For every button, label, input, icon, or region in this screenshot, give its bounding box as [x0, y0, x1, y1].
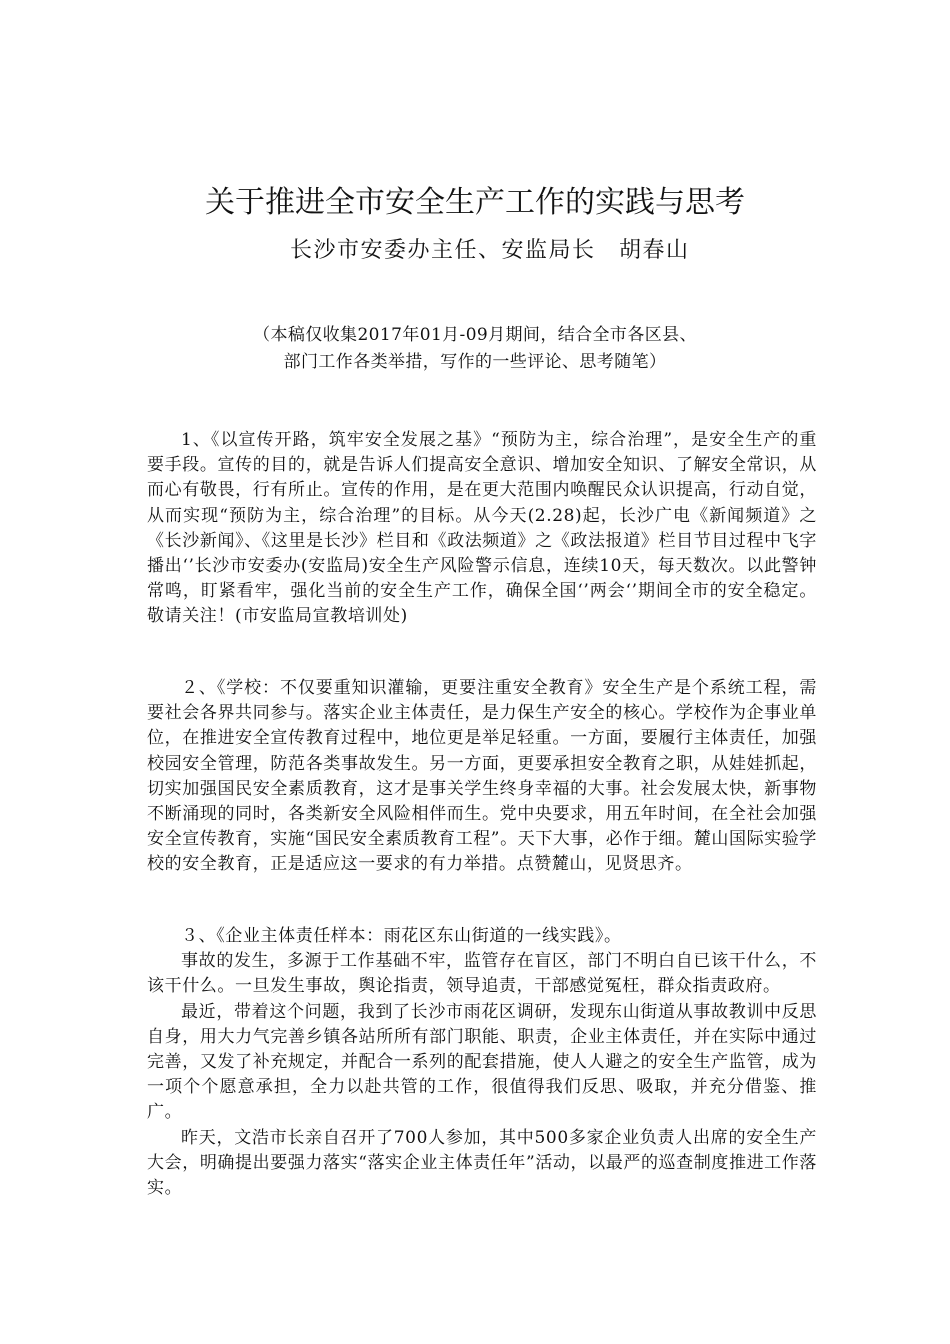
editor-note-line-1: （本稿仅收集2017年01月-09月期间，结合全市各区县、: [253, 325, 697, 345]
section-1-paragraph: 1、《以宣传开路，筑牢安全发展之基》“预防为主，综合治理”，是安全生产的重要手段。宣传的目的，就是告诉人们提高安全意识、增加安全知识、了解安全常识，从而心有敬畏，行有所止。宣传的作用，是在更大范围内唤醒民众认识提高，行动自觉，从而实现“预防为主，综合治理”的目标。从今天(2.28)起，长沙广电《新闻频道》之《长沙新闻》、《这里是长沙》栏目和《政法频道》之《政法报道》栏目节目过程中飞字播出‘’长沙市安委办(安监局)安全生产风险警示信息，连续10天，每天数次。以此警钟常鸣，盯紧看牢，强化当前的安全生产工作，确保全国‘’两会‘’期间全市的安全稳定。敬请关注！(市安监局宣教培训处): [147, 430, 817, 627]
section-2: [147, 676, 817, 878]
section-3-heading: ３、《企业主体责任样本：雨花区东山街道的一线实践》。: [181, 926, 622, 946]
section-1: [147, 428, 817, 630]
document-title: 关于推进全市安全生产工作的实践与思考: [205, 185, 745, 220]
section-3-paragraph-1: 事故的发生，多源于工作基础不牢，监管存在盲区，部门不明白自已该干什么，不该干什么。一旦发生事故，舆论指责，领导追责，干部感觉冤枉，群众指责政府。: [147, 951, 817, 997]
section-3-paragraph-3: 昨天，文浩市长亲自召开了700人参加，其中500多家企业负责人出席的安全生产大会，明确提出要强力落实“落实企业主体责任年”活动，以最严的巡查制度推进工作落实。: [147, 1127, 817, 1199]
section-3: [147, 924, 817, 1201]
section-2-paragraph: ２、《学校：不仅要重知识灌输，更要注重安全教育》安全生产是个系统工程，需要社会各界共同参与。落实企业主体责任，是力保生产安全的核心。学校作为企事业单位，在推进安全宣传教育过程中，地位更是举足轻重。一方面，要履行主体责任，加强校园安全管理，防范各类事故发生。另一方面，更要承担安全教育之职，从娃娃抓起，切实加强国民安全素质教育，这才是事关学生终身幸福的大事。社会发展太快，新事物不断涌现的同时，各类新安全风险相伴而生。党中央要求，用五年时间，在全社会加强安全宣传教育，实施“国民安全素质教育工程”。天下大事，必作于细。麓山国际实验学校的安全教育，正是适应这一要求的有力举措。点赞麓山，见贤思齐。: [147, 678, 817, 875]
author-line: 长沙市安委办主任、安监局长 胡春山: [290, 238, 690, 263]
editor-note-line-2: 部门工作各类举措，写作的一些评论、思考随笔）: [283, 352, 667, 372]
section-3-paragraph-2: 最近，带着这个问题，我到了长沙市雨花区调研，发现东山街道从事故教训中反思自身，用大力气完善乡镇各站所所有部门职能、职责，企业主体责任，并在实际中通过完善，又发了补充规定，并配合一系列的配套措施，使人人避之的安全生产监管，成为一项个个愿意承担，全力以赴共管的工作，很值得我们反思、吸取，并充分借鉴、推广。: [147, 1001, 817, 1123]
